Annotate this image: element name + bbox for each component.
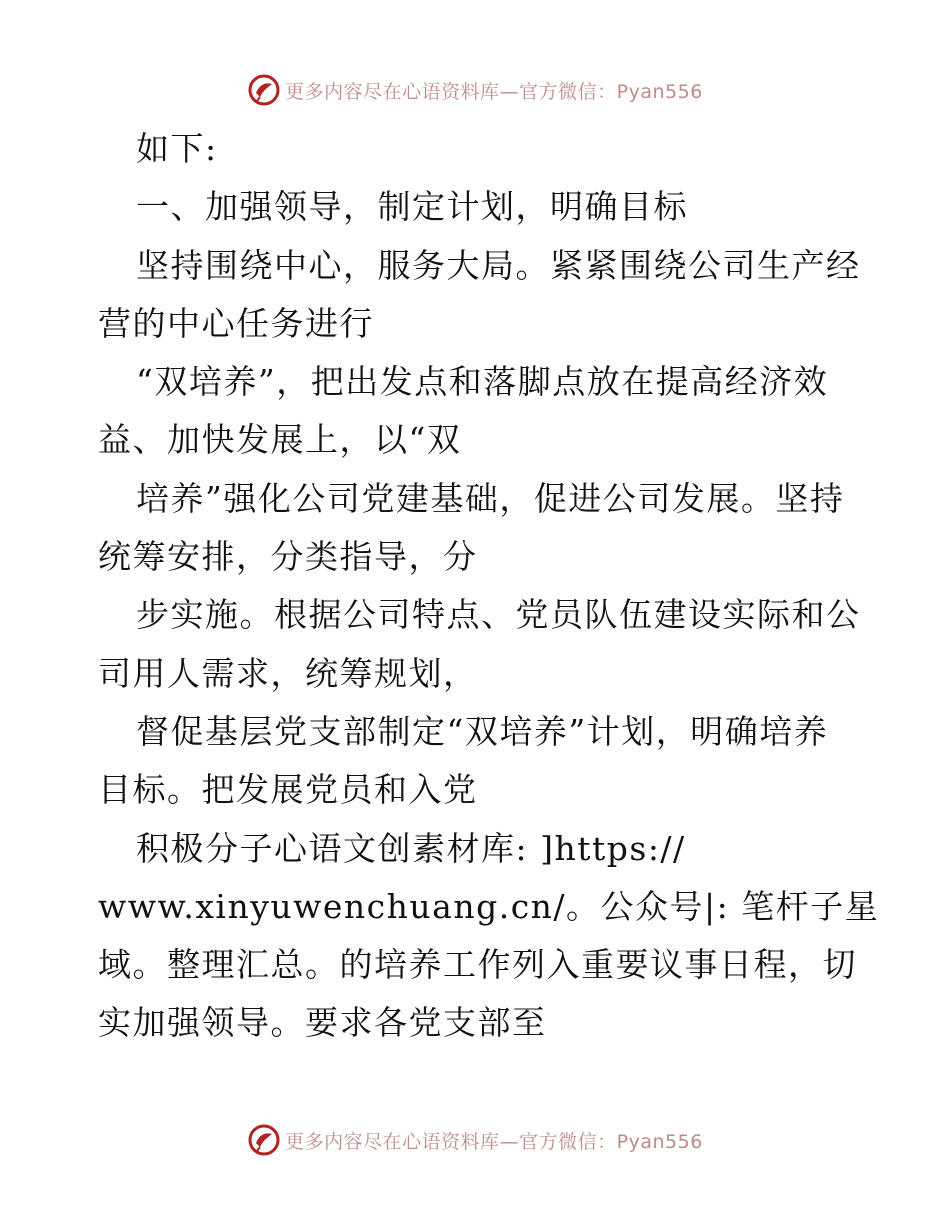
header-banner (0, 70, 950, 110)
footer-banner (0, 1120, 950, 1160)
body-line: “双培养”，把出发点和落脚点放在提高经济效 (136, 362, 829, 402)
body-line: 督促基层党支部制定“双培养”计划，明确培养 (136, 711, 829, 751)
brand-logo-icon (247, 73, 281, 107)
body-line: 培养”强化公司党建基础，促进公司发展。坚持 (136, 478, 845, 518)
body-line: 积极分子心语文创素材库: ]https:// (136, 828, 686, 868)
body-line: www.xinyuwenchuang.cn/。公众号|: 笔杆子星 (98, 886, 880, 926)
header-banner-text: 更多内容尽在心语资料库—官方微信：Pyan556 (285, 80, 703, 103)
body-line: 益、加快发展上，以“双 (98, 420, 462, 460)
brand-logo-icon (247, 1123, 281, 1157)
body-line: 坚持围绕中心，服务大局。紧紧围绕公司生产经 (136, 245, 861, 285)
body-line: 统筹安排，分类指导，分 (98, 537, 478, 577)
footer-banner-text: 更多内容尽在心语资料库—官方微信：Pyan556 (285, 1130, 703, 1153)
body-line: 实加强领导。要求各党支部至 (98, 1003, 547, 1043)
body-line: 司用人需求，统筹规划， (98, 653, 478, 693)
body-line: 如下: (136, 129, 218, 168)
document-body (98, 120, 880, 1053)
body-line: 域。整理汇总。的培养工作列入重要议事日程，切 (98, 945, 857, 985)
body-line: 目标。把发展党员和入党 (98, 770, 478, 810)
section-heading: 一、加强领导，制定计划，明确目标 (136, 187, 688, 227)
body-line: 步实施。根据公司特点、党员队伍建设实际和公 (136, 595, 861, 635)
body-line: 营的中心任务进行 (98, 303, 374, 343)
